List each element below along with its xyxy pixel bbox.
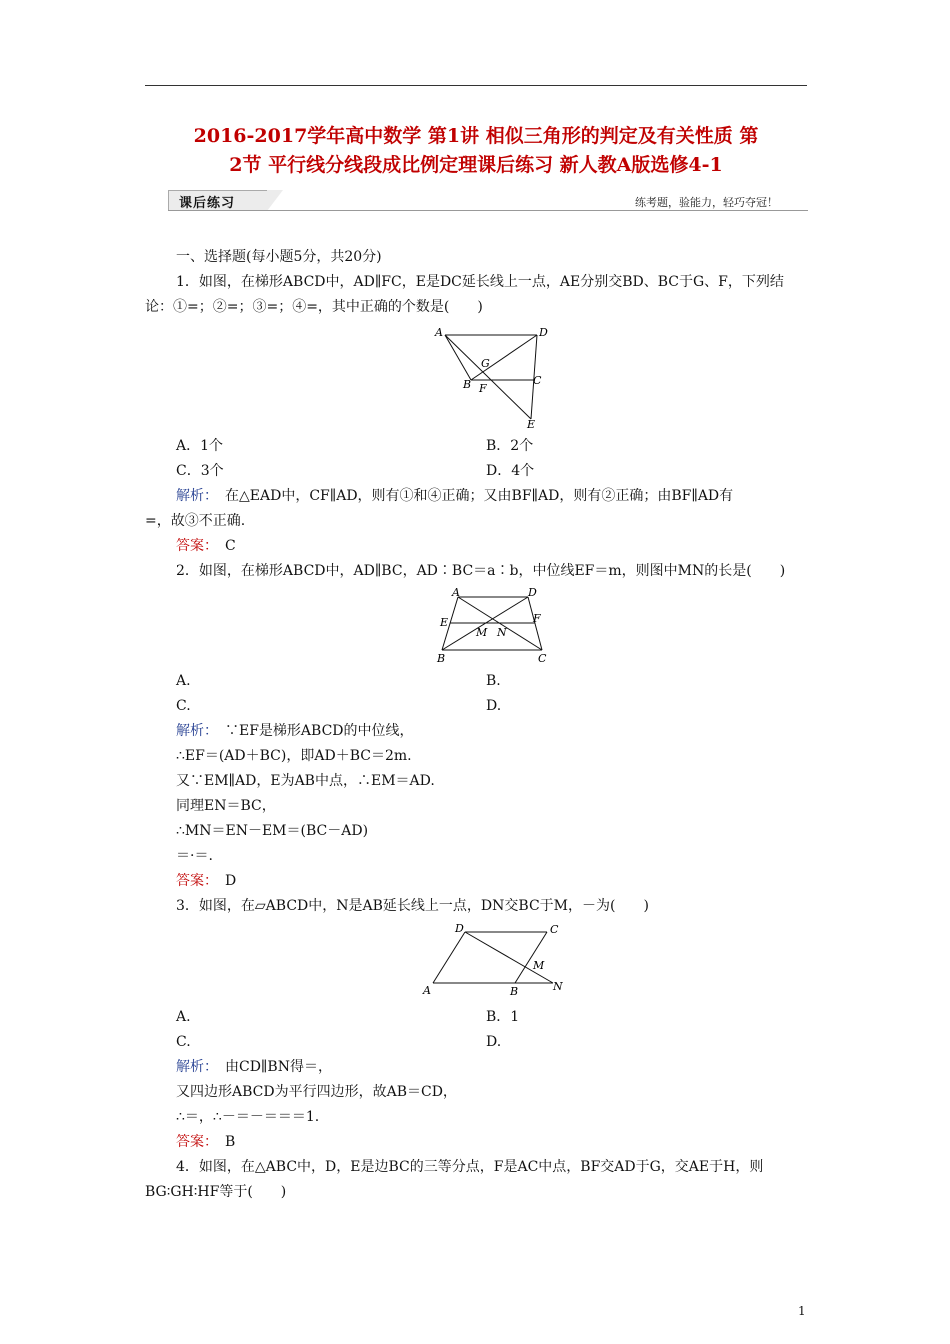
q1-label-D: D — [539, 326, 548, 339]
q2-option-a: A. — [176, 673, 191, 689]
q1-label-G: G — [481, 357, 490, 370]
q1-explanation-line-1 — [176, 487, 733, 505]
q3-label-C: C — [550, 923, 559, 936]
q2-option-d: D. — [486, 698, 502, 714]
q2-answer-value: D — [225, 873, 237, 889]
banner-slant — [267, 190, 283, 211]
q3-explanation-line-2: 又四边形ABCD为平行四边形，故AB＝CD， — [176, 1084, 457, 1100]
q1-label-B: B — [463, 378, 472, 391]
q1-explanation-label: 解析： — [176, 488, 211, 504]
q2-label-F: F — [533, 612, 541, 625]
q2-explanation-line-4: 同理EN＝BC， — [176, 798, 276, 814]
q3-answer — [176, 1133, 235, 1151]
q2-explanation-line-5: ∴MN＝EN－EM＝(BC－AD) — [176, 823, 369, 839]
q4-stem-line-1: 4．如图，在△ABC中，D，E是边BC的三等分点，F是AC中点，BF交AD于G，交AE于H，则 — [176, 1159, 764, 1175]
q3-explanation-line-1 — [176, 1058, 332, 1076]
q1-option-c: C．3个 — [176, 463, 224, 479]
q1-option-a: A．1个 — [176, 438, 224, 454]
q1-label-F: F — [479, 382, 487, 395]
q2-label-E: E — [440, 616, 449, 629]
section-banner — [168, 190, 808, 210]
q1-stem-line-2: 论：①=；②=；③=；④=，其中正确的个数是( ) — [145, 299, 483, 315]
q1-figure — [425, 322, 555, 432]
q1-answer-value: C — [225, 538, 236, 554]
q2-answer — [176, 872, 236, 890]
q2-option-c: C. — [176, 698, 191, 714]
q3-label-A: A — [423, 984, 431, 997]
q2-explanation-line-2: ∴EF＝(AD＋BC)，即AD＋BC＝2m. — [176, 748, 412, 764]
q3-option-a: A. — [176, 1009, 191, 1025]
q2-answer-label: 答案： — [176, 873, 211, 889]
title-line-1: 2016-2017学年高中数学 第1讲 相似三角形的判定及有关性质 第 — [193, 125, 759, 147]
q3-stem: 3．如图，在▱ABCD中，N是AB延长线上一点，DN交BC于M，－为( ) — [176, 898, 649, 914]
q2-explanation-line-6: ＝·＝. — [176, 848, 213, 864]
q1-label-E: E — [527, 418, 536, 431]
q1-option-b: B．2个 — [486, 438, 534, 454]
q3-figure — [415, 920, 570, 1000]
q3-answer-label: 答案： — [176, 1134, 211, 1150]
banner-slogan: 练考题，验能力，轻巧夺冠！ — [635, 196, 778, 209]
q3-explanation-line-3: ∴＝，∴－＝－＝＝＝1. — [176, 1109, 320, 1125]
q2-explanation-line-3: 又∵EM∥AD，E为AB中点，∴EM＝AD. — [176, 773, 435, 789]
q2-explanation-text: ∵EF是梯形ABCD的中位线， — [225, 723, 414, 739]
q3-option-d: D. — [486, 1034, 502, 1050]
q3-label-N: N — [553, 980, 563, 993]
q1-label-C: C — [533, 374, 542, 387]
q1-option-d: D．4个 — [486, 463, 535, 479]
q2-label-A: A — [452, 586, 460, 599]
q3-explanation-label: 解析： — [176, 1059, 211, 1075]
document-title — [140, 122, 812, 180]
q3-label-M: M — [533, 959, 545, 972]
q4-stem-line-2: BG∶GH∶HF等于( ) — [145, 1184, 287, 1200]
q2-explanation-line-1 — [176, 722, 414, 740]
title-line-2: 2节 平行线分线段成比例定理课后练习 新人教A版选修4-1 — [229, 154, 723, 176]
q1-answer — [176, 537, 236, 555]
q1-explanation-text: 在△EAD中，CF∥AD，则有①和④正确；又由BF∥AD，则有②正确；由BF∥AD有 — [225, 488, 734, 504]
header-rule — [145, 85, 807, 86]
q3-explanation-text: 由CD∥BN得＝， — [225, 1059, 332, 1075]
banner-tab-label: 课后练习 — [179, 196, 236, 211]
q2-option-b: B. — [486, 673, 501, 689]
q3-option-b: B．1 — [486, 1009, 520, 1025]
q1-explanation-line-2: =，故③不正确. — [145, 513, 246, 529]
page-number: 1 — [798, 1304, 806, 1318]
q1-answer-label: 答案： — [176, 538, 211, 554]
q2-stem: 2．如图，在梯形ABCD中，AD∥BC，AD∶BC＝a∶b，中位线EF＝m，则图中MN的长是( ) — [176, 563, 786, 579]
q3-answer-value: B — [225, 1134, 236, 1150]
section-heading: 一、选择题(每小题5分，共20分) — [176, 249, 382, 265]
q2-explanation-label: 解析： — [176, 723, 211, 739]
q3-label-B: B — [510, 985, 519, 998]
q2-label-B: B — [437, 652, 446, 664]
q2-label-M: M — [476, 626, 488, 639]
q1-label-A: A — [435, 326, 443, 339]
q2-label-C: C — [538, 652, 547, 664]
banner-tab — [168, 190, 267, 211]
q2-label-N: N — [497, 626, 507, 639]
q3-label-D: D — [455, 922, 464, 935]
q2-label-D: D — [528, 586, 537, 599]
q2-figure — [430, 586, 555, 664]
q3-option-c: C. — [176, 1034, 191, 1050]
banner-rule — [168, 210, 808, 211]
q1-stem-line-1: 1．如图，在梯形ABCD中，AD∥FC，E是DC延长线上一点，AE分别交BD、BC于G、F，下列结 — [176, 274, 784, 290]
